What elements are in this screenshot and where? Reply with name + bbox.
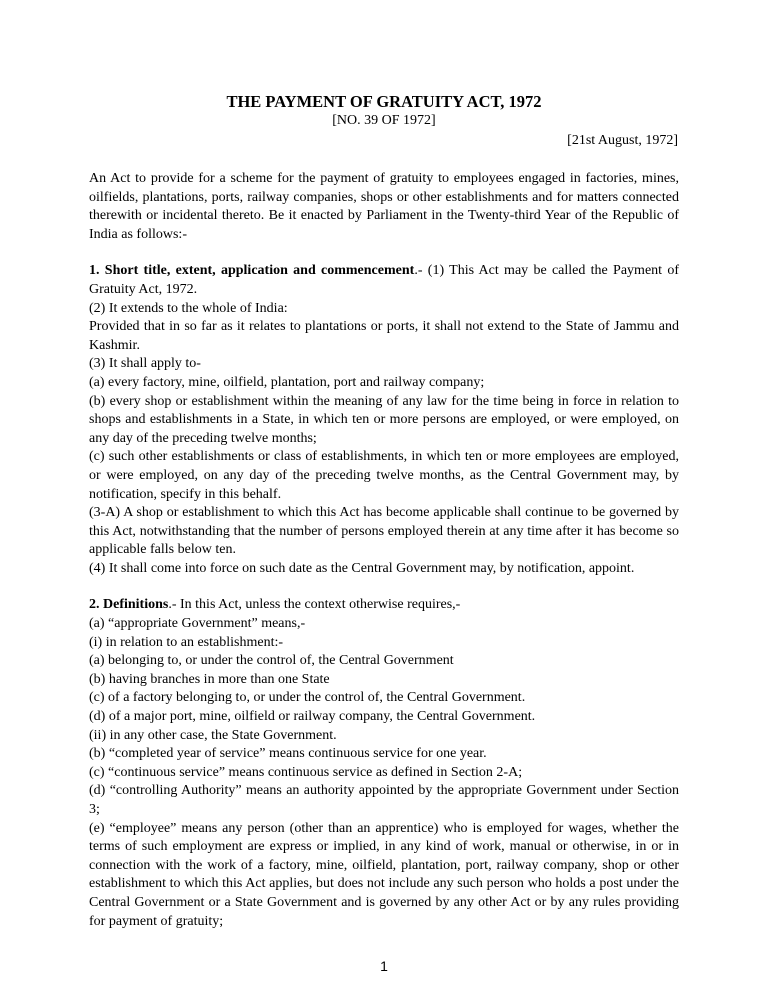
section-2-line: (e) “employee” means any person (other than an apprentice) who is employed for wages, whether the terms of such employment are express or implied, in any kind of work, manual or otherwise, in or in connection with the work of a factory, mine, oilfield, plantation, port, railway company, shop or other establishment to which this Act applies, but does not include any such person who holds a post under the Central Government or a State Government and is governed by any other Act or by any rules providing for payment of gratuity;: [89, 820, 679, 929]
section-2-line: (c) “continuous service” means continuous service as defined in Section 2-A;: [89, 764, 523, 780]
section-2-line: (b) “completed year of service” means continuous service for one year.: [89, 746, 487, 762]
section-1-line: (2) It extends to the whole of India:: [89, 300, 288, 316]
act-date: [21st August, 1972]: [567, 133, 678, 148]
preamble: An Act to provide for a scheme for the payment of gratuity to employees engaged in factories, mines, oilfields, plantations, ports, railway companies, shops or other establishments and for matters connected therewith or incidental thereto. Be it enacted by Parliament in the Twenty-third Year of the Republic of India as follows:-: [89, 171, 679, 242]
section-2-line: (d) of a major port, mine, oilfield or railway company, the Central Government.: [89, 709, 536, 725]
section-2-line: (a) belonging to, or under the control of, the Central Government: [89, 653, 454, 669]
section-1-heading: 1. Short title, extent, application and commencement: [89, 263, 415, 279]
section-1-line: (c) such other establishments or class of establishments, in which ten or more employees are employed, or were employed, on any day of the preceding twelve months, as the Central Government may, by notification, specify in this behalf.: [89, 449, 679, 502]
section-2-line: (a) “appropriate Government” means,-: [89, 616, 306, 632]
section-2-line: (ii) in any other case, the State Government.: [89, 727, 337, 743]
section-1-line: Provided that in so far as it relates to plantations or ports, it shall not extend to the State of Jammu and Kashmir.: [89, 319, 679, 353]
section-2-intro: [89, 596, 679, 615]
section-1-intro: [89, 262, 679, 299]
section-2-heading: 2. Definitions: [89, 597, 169, 613]
section-2-intro-text: .- In this Act, unless the context otherwise requires,-: [168, 597, 461, 613]
section-1-line: (4) It shall come into force on such date as the Central Government may, by notification, appoint.: [89, 560, 635, 576]
document-body: [89, 170, 679, 931]
page-number: 1: [380, 958, 388, 974]
section-2-line: (i) in relation to an establishment:-: [89, 634, 284, 650]
section-1-line: (3-A) A shop or establishment to which this Act has become applicable shall continue to be governed by this Act, notwithstanding that the number of persons employed therein at any time after it has become so applicable falls below ten.: [89, 505, 679, 558]
act-number: [NO. 39 OF 1972]: [332, 113, 436, 128]
section-1-line: (a) every factory, mine, oilfield, plantation, port and railway company;: [89, 374, 485, 390]
section-1-intro-text: .- (1) This Act may be called the Payment of Gratuity Act, 1972.: [89, 263, 680, 297]
section-1-line: (b) every shop or establishment within the meaning of any law for the time being in force in relation to shops and establishments in a State, in which ten or more persons are employed, or were employed, on any day of the preceding twelve months;: [89, 393, 679, 446]
section-2-line: (d) “controlling Authority” means an authority appointed by the appropriate Government under Section 3;: [89, 783, 679, 817]
section-1-line: (3) It shall apply to-: [89, 356, 201, 372]
section-2-line: (c) of a factory belonging to, or under the control of, the Central Government.: [89, 690, 526, 706]
document-title: THE PAYMENT OF GRATUITY ACT, 1972: [226, 92, 542, 111]
section-2-line: (b) having branches in more than one State: [89, 671, 330, 687]
